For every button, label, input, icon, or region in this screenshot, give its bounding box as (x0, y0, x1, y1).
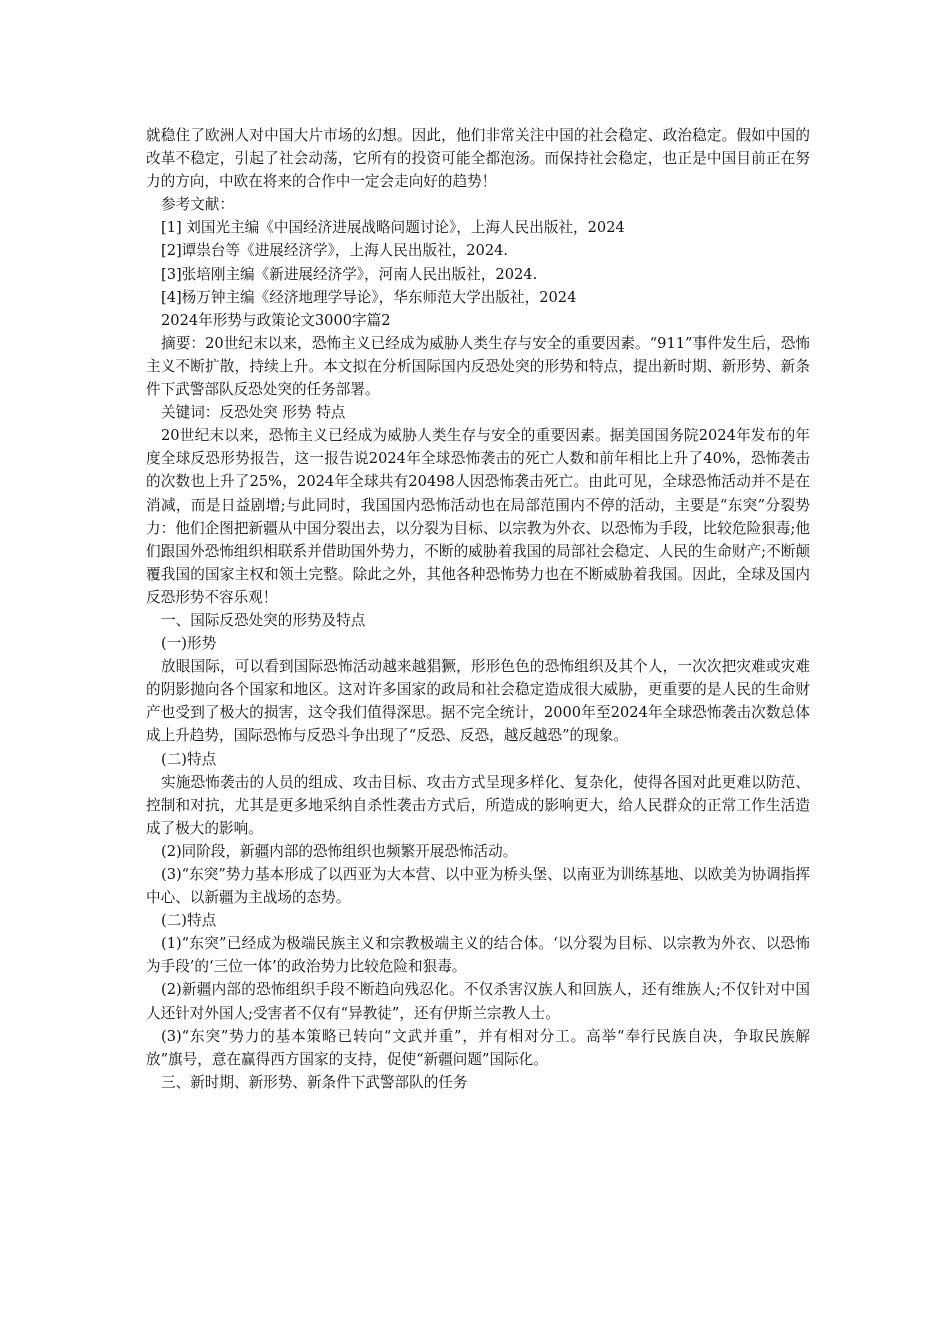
list-item: (3)“东突”势力的基本策略已转向“文武并重”，并有相对分工。高举“奉行民族自决，争取民族解放”旗号，意在赢得西方国家的支持，促使“新疆问题”国际化。 (146, 1027, 810, 1068)
document-page (146, 124, 810, 1094)
reference-item: [1] 刘国光主编《中国经济进展战略问题讨论》，上海人民出版社，2024 (161, 219, 625, 237)
reference-item: [3]张培刚主编《新进展经济学》，河南人民出版社，2024. (161, 265, 538, 283)
list-item: (2)新疆内部的恐怖组织手段不断趋向残忍化。不仅杀害汉族人和回族人，还有维族人;不仅针对中国人还针对外国人;受害者不仅有“异教徒”，还有伊斯兰宗教人士。 (146, 981, 810, 1022)
body-paragraph: 20世纪末以来，恐怖主义已经成为威胁人类生存与安全的重要因素。据美国国务院2024年发布的年度全球反恐形势报告，这一报告说2024年全球恐怖袭击的死亡人数和前年相比上升了40%，恐怖袭击的次数也上升了25%，2024年全球共有20498人因恐怖袭击死亡。由此可见，全球恐怖活动并不是在消减，而是日益剧增;与此同时，我国国内恐怖活动也在局部范围内不停的活动，主要是“东突”分裂势力：他们企图把新疆从中国分裂出去，以分裂为目标、以宗教为外衣、以恐怖为手段，比较危险狠毒;他们跟国外恐怖组织相联系并借助国外势力，不断的威胁着我国的局部社会稳定、人民的生命财产;不断颠覆我国的国家主权和领土完整。除此之外，其他各种恐怖势力也在不断威胁着我国。因此，全球及国内反恐形势不容乐观！ (146, 427, 810, 606)
article-title: 2024年形势与政策论文3000字篇2 (161, 311, 391, 329)
section-heading: 一、国际反恐处突的形势及特点 (161, 611, 366, 629)
reference-item: [2]谭祟台等《进展经济学》，上海人民出版社，2024. (161, 242, 509, 260)
body-paragraph: 实施恐怖袭击的人员的组成、攻击目标、攻击方式呈现多样化、复杂化，使得各国对此更难以防范、控制和对抗，尤其是更多地采纳自杀性袭击方式后，所造成的影响更大，给人民群众的正常工作生活造成了极大的影响。 (146, 773, 810, 837)
body-paragraph: 就稳住了欧洲人对中国大片市场的幻想。因此，他们非常关注中国的社会稳定、政治稳定。假如中国的改革不稳定，引起了社会动荡，它所有的投资可能全都泡汤。而保持社会稳定，也正是中国目前正在努力的方向，中欧在将来的合作中一定会走向好的趋势！ (146, 127, 810, 191)
references-heading: 参考文献： (161, 196, 234, 214)
body-paragraph: 放眼国际，可以看到国际恐怖活动越来越猖獗，形形色色的恐怖组织及其个人，一次次把灾难或灾难的阴影抛向各个国家和地区。这对许多国家的政局和社会稳定造成很大威胁，更重要的是人民的生命财产也受到了极大的损害，这令我们值得深思。据不完全统计，2000年至2024年全球恐怖袭击次数总体成上升趋势，国际恐怖与反恐斗争出现了“反恐、反恐，越反越恐”的现象。 (146, 658, 810, 745)
subsection-heading: (二)特点 (161, 912, 217, 930)
keywords-line: 关键词：反恐处突 形势 特点 (161, 404, 346, 422)
abstract-paragraph: 摘要：20世纪末以来，恐怖主义已经成为威胁人类生存与安全的重要因素。“911”事件发生后，恐怖主义不断扩散，持续上升。本文拟在分析国际国内反恐处突的形势和特点，提出新时期、新形势、新条件下武警部队反恐处突的任务部署。 (146, 334, 810, 399)
subsection-heading: (一)形势 (161, 635, 217, 653)
list-item: (3)“东突”势力基本形成了以西亚为大本营、以中亚为桥头堡、以南亚为训练基地、以欧美为协调指挥中心、以新疆为主战场的态势。 (146, 866, 810, 907)
list-item: (2)同阶段，新疆内部的恐怖组织也频繁开展恐怖活动。 (161, 842, 518, 860)
section-heading: 三、新时期、新形势、新条件下武警部队的任务 (161, 1073, 468, 1091)
subsection-heading: (二)特点 (161, 750, 217, 768)
list-item: (1)“东突”已经成为极端民族主义和宗教极端主义的结合体。‘以分裂为目标、以宗教为外衣、以恐怖为手段’的‘三位一体’的政治势力比较危险和狠毒。 (146, 935, 810, 976)
reference-item: [4]杨万钟主编《经济地理学导论》，华东师范大学出版社，2024 (161, 288, 577, 306)
